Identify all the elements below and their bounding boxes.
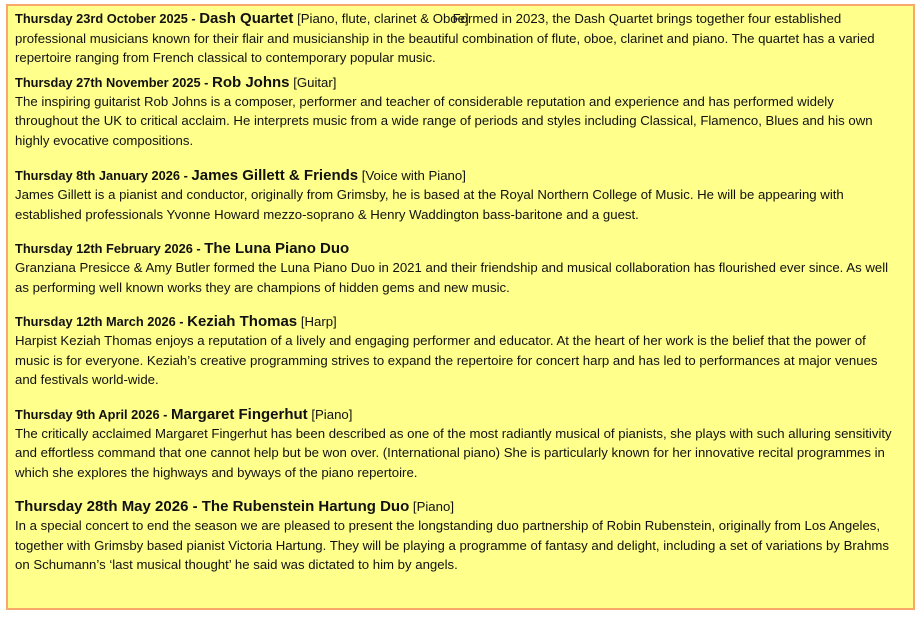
concert-entry-rob-johns [15,74,899,151]
concert-entry-margaret-fingerhut [15,406,899,483]
concert-date: Thursday 23rd October 2025 - [15,11,200,26]
concert-entry-rubenstein-hartung-duo [15,498,899,575]
concert-heading [15,167,899,184]
concert-performer: Rob Johns [212,73,290,91]
concert-description: The inspiring guitarist Rob Johns is a composer, performer and teacher of considerable reputation and experience and has performed widely throughout the UK to critical acclaim. He interprets music from a wide range of periods and styles including Classical, Flamenco, Blues and his own highly evocative compositions. [15,93,873,148]
concert-date: Thursday 28th May 2026 - [15,498,202,515]
concert-heading [15,313,899,330]
concert-performer: James Gillett & Friends [191,167,359,184]
concert-performer: The Luna Piano Duo [204,240,350,257]
concert-performer: The Rubenstein Hartung Duo [201,498,410,515]
concert-heading [15,406,899,423]
concert-description [15,9,899,68]
concert-season-panel [6,4,915,610]
concert-performer: Margaret Fingerhut [170,405,308,423]
concert-heading [15,74,899,91]
concert-instruments: [Guitar] [293,74,337,90]
concert-description: Granziana Presicce & Amy Butler formed the Luna Piano Duo in 2021 and their friendship and musical collaboration has flourished ever since. As well as performing well known works they are champions of hidden gems and new music. [15,260,889,295]
concert-entry-luna-piano-duo [15,240,899,297]
concert-heading [15,498,899,515]
concert-instruments: [Piano, flute, clarinet & Oboe] [297,11,469,26]
concert-instruments: [Piano] [412,499,454,514]
concert-date: Thursday 12th March 2026 - [15,314,188,329]
concert-entry-dash-quartet [15,10,899,68]
concert-description: Harpist Keziah Thomas enjoys a reputation of a lively and engaging performer and educator. At the heart of her work is the belief that the power of music is for everyone. Keziah’s creative programming strives to expand the repertoire for concert harp and has led to performances at major venues and festivals world-wide. [15,333,878,387]
concert-date: Thursday 8th January 2026 - [15,168,192,183]
concert-performer: Dash Quartet [199,10,294,27]
concert-date: Thursday 27th November 2025 - [15,74,213,90]
concert-entry-keziah-thomas [15,313,899,390]
concert-performer: Keziah Thomas [187,313,298,330]
concert-description: In a special concert to end the season we are pleased to present the longstanding duo partnership of Robin Rubenstein, originally from Los Angeles, together with Grimsby based pianist Victoria Hartung. They will be playing a programme of fantasy and delight, including a set of variations by Brahms on Schumann’s ‘last musical thought’ he said was dictated to him by angels. [15,518,889,572]
concert-entry-james-gillett [15,167,899,224]
concert-instruments: [Harp] [300,314,337,329]
concert-heading [15,240,899,257]
concert-date: Thursday 9th April 2026 - [15,406,171,422]
concert-description: James Gillett is a pianist and conductor, originally from Grimsby, he is based at the Royal Northern College of Music. He will be appearing with established professionals Yvonne Howard mezzo-soprano & Henry Waddington bass-baritone and a guest. [15,187,844,222]
concert-description: The critically acclaimed Margaret Fingerhut has been described as one of the most radiantly musical of pianists, she plays with such alluring sensitivity and effortless command that one cannot help but be won over. (International piano) She is particularly known for her innovative recital programmes in which she explores the highways and byways of the piano repertoire. [15,425,892,480]
concert-date: Thursday 12th February 2026 - [15,241,205,256]
concert-description-text: Formed in 2023, the Dash Quartet brings together four established professional musicians known for their flair and musicianship in the beautiful combination of flute, oboe, clarinet and piano. The quartet has a varied repertoire ranging from French classical to contemporary popular music. [15,11,875,65]
concert-instruments: [Piano] [311,406,353,422]
concert-instruments: [Voice with Piano] [361,168,466,183]
